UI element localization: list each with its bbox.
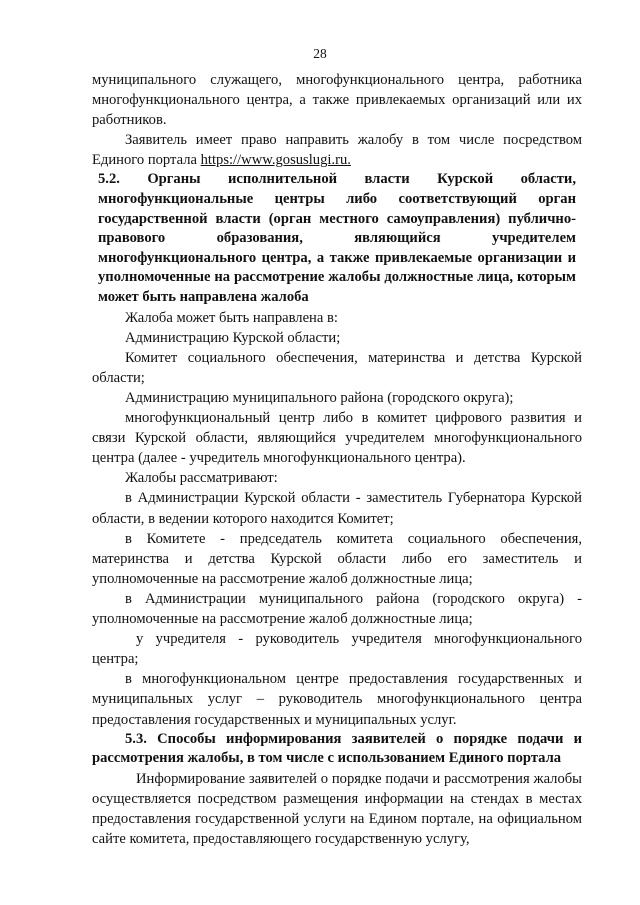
document-body xyxy=(92,70,582,849)
paragraph: Администрацию Курской области; xyxy=(125,329,341,346)
paragraph: в Комитете - председатель комитета социального обеспечения, материнства и детства Курской области либо его заместитель и уполномоченные на рассмотрение жалоб должностные лица; xyxy=(92,530,582,587)
paragraph: Жалобы рассматривают: xyxy=(125,470,278,487)
section-5-2-heading: 5.2. Органы исполнительной власти Курской области, многофункциональные центры либо соответствующий орган государственной власти (орган местного самоуправления) публично-правового образования, являющийся учредителем многофункционального центра, а также привлекаемые организации и уполномоченные на рассмотрение жалобы должностные лица, которым может быть направлена жалоба xyxy=(98,171,576,306)
paragraph: Комитет социального обеспечения, материнства и детства Курской области; xyxy=(92,349,582,386)
paragraph: в многофункциональном центре предоставления государственных и муниципальных услуг – руководитель многофункционального центра предоставления государственных и муниципальных услуг. xyxy=(92,671,582,728)
paragraph: в Администрации Курской области - заместитель Губернатора Курской области, в ведении которого находится Комитет; xyxy=(92,490,582,527)
portal-text: Заявитель имеет право направить жалобу в том числе посредством Единого портала xyxy=(92,132,582,169)
section-5-3-heading: 5.3. Способы информирования заявителей о порядке подачи и рассмотрения жалобы, в том числе с использованием Единого портала xyxy=(92,730,582,767)
paragraph: Жалоба может быть направлена в: xyxy=(125,309,338,326)
paragraph: Информирование заявителей о порядке подачи и рассмотрения жалобы осуществляется посредством размещения информации на стендах в местах предоставления государственной услуги на Едином портале, на официальном сайте комитета, предоставляющего государственную услугу, xyxy=(92,770,582,848)
paragraph: у учредителя - руководитель учредителя многофункционального центра; xyxy=(92,631,582,668)
paragraph: в Администрации муниципального района (городского округа) - уполномоченные на рассмотрение жалоб должностные лица; xyxy=(92,590,582,628)
paragraph: Администрацию муниципального района (городского округа); xyxy=(125,390,514,406)
intro-continuation: муниципального служащего, многофункционального центра, работника многофункционального центра, а также привлекаемых организаций или их работников. xyxy=(92,72,582,129)
paragraph: многофункциональный центр либо в комитет цифрового развития и связи Курской области, являющийся учредителем многофункционального центра (далее - учредитель многофункционального центра). xyxy=(92,410,582,467)
page-number: 28 xyxy=(313,46,327,61)
gosuslugi-link[interactable]: https://www.gosuslugi.ru. xyxy=(200,152,351,169)
intro-portal-paragraph xyxy=(92,130,582,170)
